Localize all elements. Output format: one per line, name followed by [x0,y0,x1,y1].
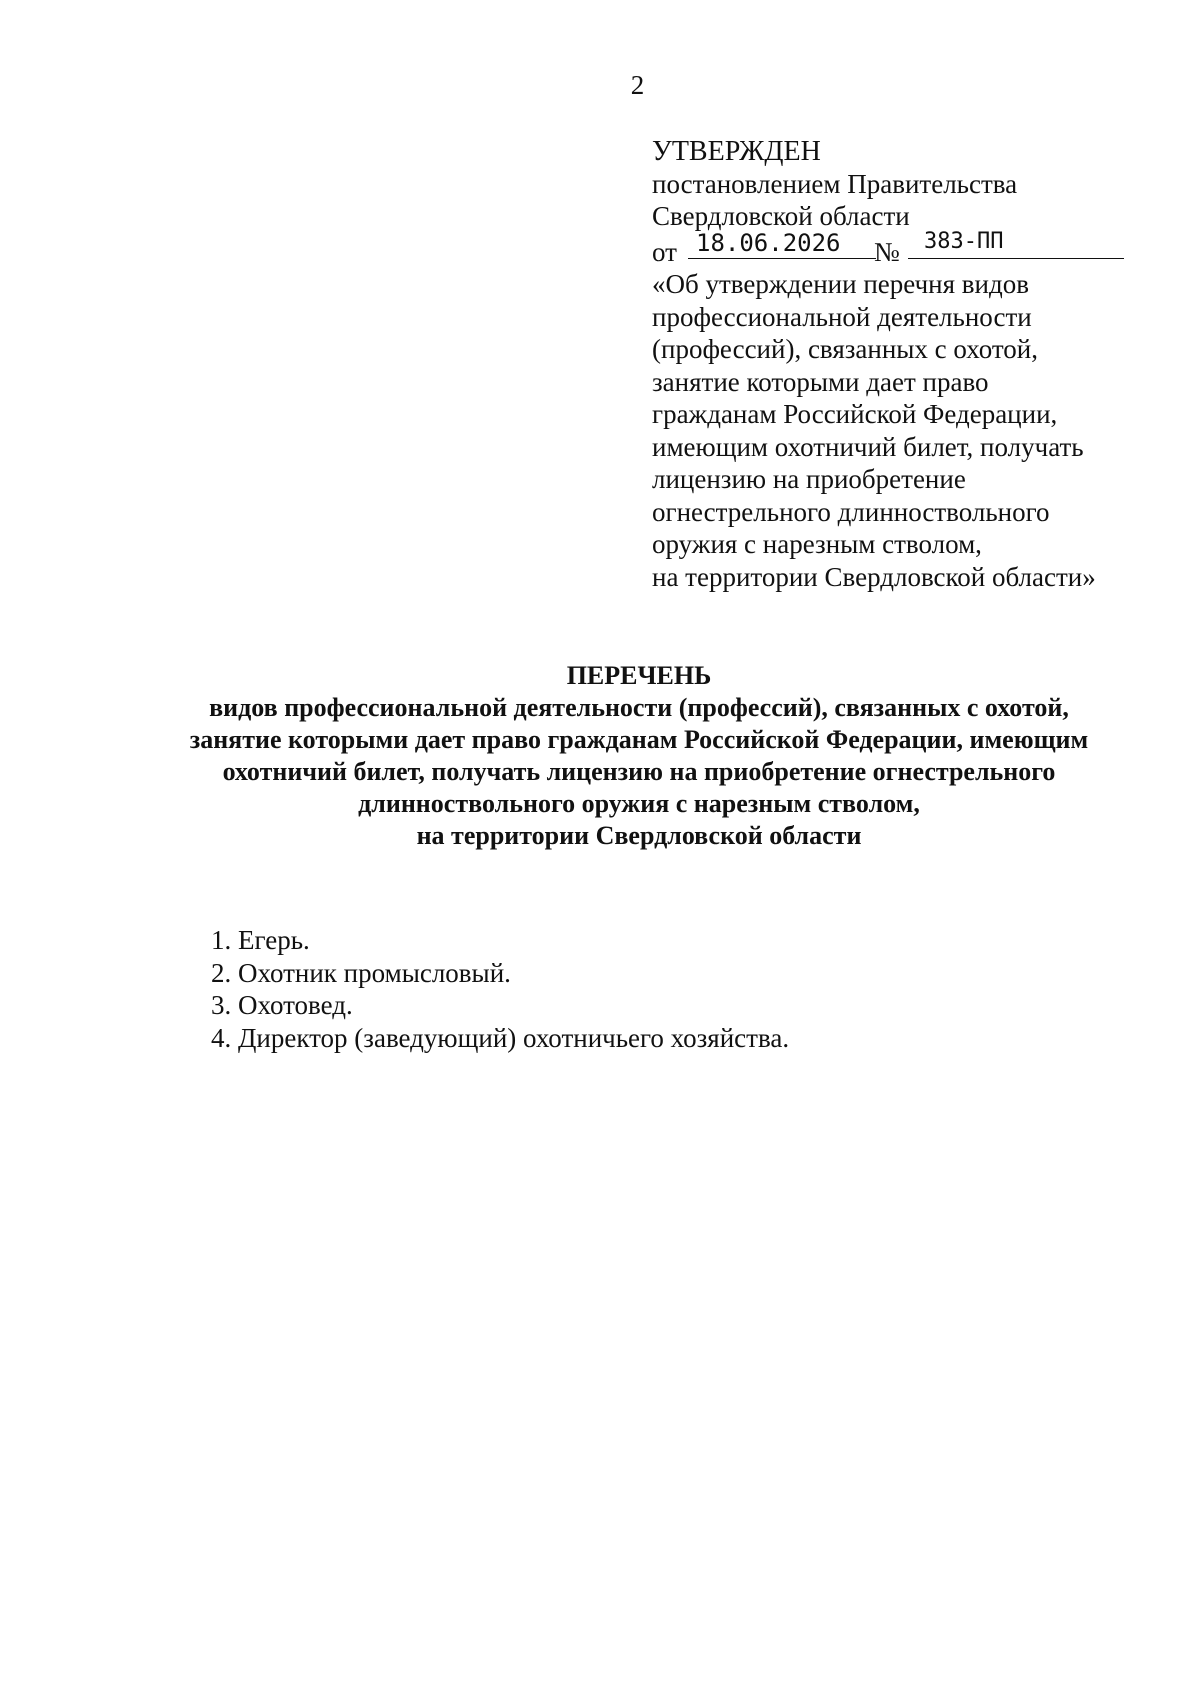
list-item: 1. Егерь. [211,925,310,955]
document-title-line: занятие которыми дает право гражданам Российской Федерации, имеющим [189,725,1089,754]
number-value: 383-ПП [908,228,1124,259]
resolution-title-line: «Об утверждении перечня видов [652,269,1029,299]
professions-list [211,924,789,1054]
document-title [100,660,1178,852]
number-label: № [874,237,900,267]
list-item: 4. Директор (заведующий) охотничьего хозяйства. [211,1022,790,1053]
document-title-line: длинноствольного оружия с нарезным стволом, [358,789,920,818]
resolution-title-line: гражданам Российской Федерации, [652,399,1058,429]
date-number-line [652,229,1172,267]
resolution-title-line: на территории Свердловской области» [652,561,1096,592]
date-value: 18.06.2026 [688,228,876,259]
approval-line: постановлением Правительства [652,169,1018,199]
document-title-line: на территории Свердловской области [416,821,862,850]
resolution-title-line: оружия с нарезным стволом, [652,529,982,559]
resolution-title [652,268,1172,593]
resolution-title-line: имеющим охотничий билет, получать [652,431,1084,462]
resolution-title-line: лицензию на приобретение [652,464,966,494]
resolution-title-line: (профессий), связанных с охотой, [652,334,1039,364]
date-label: от [652,237,677,267]
approval-block [652,136,1172,593]
list-item: 3. Охотовед. [211,990,353,1020]
list-item: 2. Охотник промысловый. [211,957,511,988]
page-number: 2 [630,70,645,100]
document-title-line: охотничий билет, получать лицензию на приобретение огнестрельного [222,757,1056,786]
resolution-title-line: профессиональной деятельности [652,301,1032,332]
document-title-main: ПЕРЕЧЕНЬ [566,661,712,690]
document-title-line: видов профессиональной деятельности (профессий), связанных с охотой, [209,693,1069,722]
resolution-title-line: огнестрельного длинноствольного [652,496,1050,527]
resolution-title-line: занятие которыми дает право [652,366,989,397]
approval-line: Свердловской области [652,201,910,231]
approval-heading: УТВЕРЖДЕН [652,136,821,167]
